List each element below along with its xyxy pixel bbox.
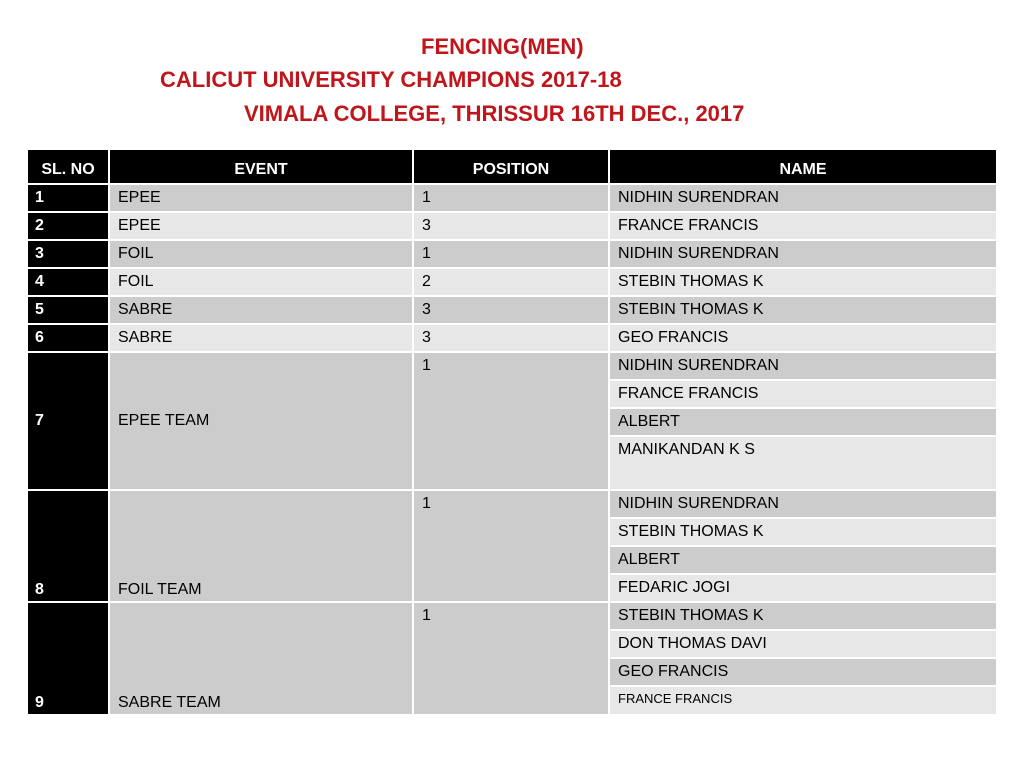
row9-name-1: STEBIN THOMAS K: [610, 603, 996, 629]
row2-sl: 2: [28, 213, 108, 239]
row9-position: 1: [414, 603, 608, 714]
row8-name-4: FEDARIC JOGI: [610, 575, 996, 601]
row8-name-1: NIDHIN SURENDRAN: [610, 491, 996, 517]
row2-position: 3: [414, 213, 608, 239]
row4-event: FOIL: [110, 269, 412, 295]
row4-sl: 4: [28, 269, 108, 295]
row7-name-1: NIDHIN SURENDRAN: [610, 353, 996, 379]
title-fencing-men: FENCING(MEN): [421, 34, 584, 59]
row8-position: 1: [414, 491, 608, 601]
row8-name-2: STEBIN THOMAS K: [610, 519, 996, 545]
row9-sl: 9: [28, 603, 108, 714]
row3-name: NIDHIN SURENDRAN: [610, 241, 996, 267]
row9-name-4: FRANCE FRANCIS: [610, 687, 996, 714]
row6-sl: 6: [28, 325, 108, 351]
row5-position: 3: [414, 297, 608, 323]
row7-name-4: MANIKANDAN K S: [610, 437, 996, 489]
row9-name-3: GEO FRANCIS: [610, 659, 996, 685]
header-event: EVENT: [110, 150, 412, 183]
row6-position: 3: [414, 325, 608, 351]
row6-event: SABRE: [110, 325, 412, 351]
header-name: NAME: [610, 150, 996, 183]
row4-name: STEBIN THOMAS K: [610, 269, 996, 295]
row9-event: SABRE TEAM: [110, 603, 412, 714]
title-venue-date: VIMALA COLLEGE, THRISSUR 16TH DEC., 2017: [244, 101, 745, 126]
row5-name: STEBIN THOMAS K: [610, 297, 996, 323]
row5-sl: 5: [28, 297, 108, 323]
header-position: POSITION: [414, 150, 608, 183]
row2-event: EPEE: [110, 213, 412, 239]
row7-event: EPEE TEAM: [110, 353, 412, 489]
header-sl-no: SL. NO: [28, 150, 108, 183]
row1-position: 1: [414, 185, 608, 211]
row8-event: FOIL TEAM: [110, 491, 412, 601]
row9-name-2: DON THOMAS DAVI: [610, 631, 996, 657]
row8-sl: 8: [28, 491, 108, 601]
row4-position: 2: [414, 269, 608, 295]
results-table: [28, 150, 996, 714]
row7-position: 1: [414, 353, 608, 489]
row3-position: 1: [414, 241, 608, 267]
row3-event: FOIL: [110, 241, 412, 267]
title-championship: CALICUT UNIVERSITY CHAMPIONS 2017-18: [160, 67, 622, 92]
row5-event: SABRE: [110, 297, 412, 323]
row7-name-2: FRANCE FRANCIS: [610, 381, 996, 407]
row1-name: NIDHIN SURENDRAN: [610, 185, 996, 211]
row7-sl: 7: [28, 353, 108, 489]
row8-name-3: ALBERT: [610, 547, 996, 573]
row2-name: FRANCE FRANCIS: [610, 213, 996, 239]
row6-name: GEO FRANCIS: [610, 325, 996, 351]
row1-event: EPEE: [110, 185, 412, 211]
row1-sl: 1: [28, 185, 108, 211]
row7-name-3: ALBERT: [610, 409, 996, 435]
row3-sl: 3: [28, 241, 108, 267]
